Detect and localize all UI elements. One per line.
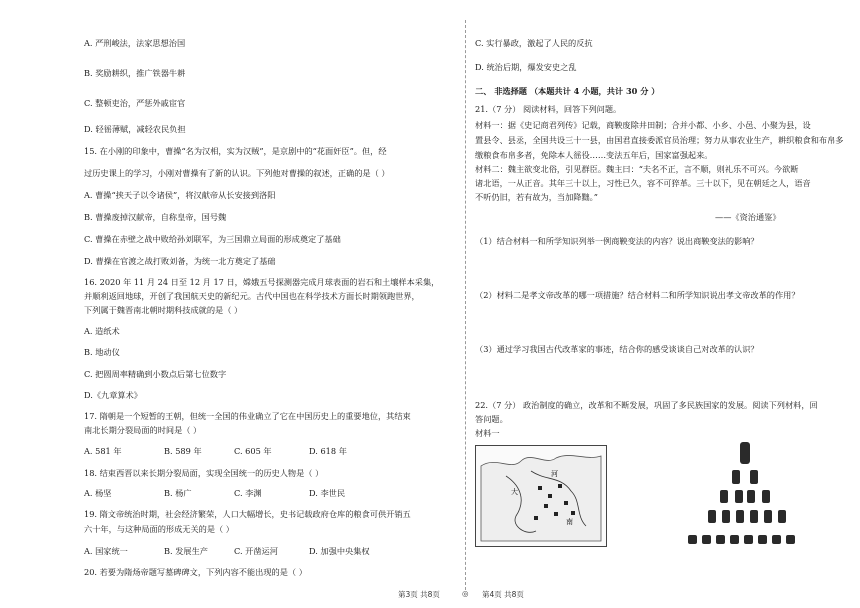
left-text-line: A. 严刑峻法，法家思想治国 (84, 38, 186, 48)
left-text-line: 20. 若要为隋炀帝题写墓碑碑文，下列内容不能出现的是（ ） (84, 567, 307, 577)
page-divider (465, 20, 466, 590)
illustration-area (475, 0, 820, 590)
right-text-line: （1）结合材料一和所学知识列举一例商鞅变法的内容？说出商鞅变法的影响？ (475, 236, 759, 246)
source-citation: ——《资治通鉴》 (715, 212, 781, 222)
left-text-line: D.《九章算术》 (84, 390, 142, 400)
svg-text:南: 南 (566, 518, 573, 526)
right-text-line: C. 实行暴政，激起了人民的反抗 (475, 38, 593, 48)
left-text-line: C. 整顿吏治，严惩外戚宦官 (84, 98, 186, 108)
left-text-line: A. 造纸术 (84, 326, 120, 336)
right-text-line: 二、 非选择题 （本题共计 4 小题，共计 30 分 ） (475, 86, 660, 96)
historical-map (475, 445, 607, 547)
left-text-line: B. 589 年 (164, 446, 202, 456)
right-text-line: 材料二：魏主欲变北俗，引见群臣。魏主曰：“夫名不正，言不顺，则礼乐不可兴。今欲断 (475, 164, 799, 174)
left-text-line: B. 奖励耕织，推广铁器牛耕 (84, 68, 186, 78)
right-text-line: 22.（7 分） 政治制度的确立，改革和不断发展，巩固了多民族国家的发展。阅读下列材料，回 (475, 400, 818, 410)
left-text-line: 16. 2020 年 11 月 24 日至 12 月 17 日，嫦娥五号探测器完成月球表面的岩石和土壤样本采集， (84, 277, 440, 287)
right-text-line: D. 统治后期，爆发安史之乱 (475, 62, 577, 72)
left-text-line: C. 605 年 (234, 446, 272, 456)
right-text-line: 材料一 (475, 428, 500, 438)
right-text-line: （2）材料二是孝文帝改革的哪一项措施？结合材料二和所学知识说出孝文帝改革的作用？ (475, 290, 800, 300)
right-text-line: （3）通过学习我国古代改革家的事迹，结合你的感受谈谈自己对改革的认识？ (475, 344, 759, 354)
left-text-line: D. 曹操在官渡之战打败刘备，为统一北方奠定了基础 (84, 256, 276, 266)
right-text-line: 诸北语，一从正音。其年三十以上，习性已久，容不可猝革。三十以下，见在朝廷之人，语音 (475, 178, 811, 188)
left-text-line: B. 曹操废掉汉献帝，自称皇帝，国号魏 (84, 212, 227, 222)
footer-center-mark: ◎ (462, 589, 469, 598)
left-text-line: D. 618 年 (309, 446, 347, 456)
left-text-line: 17. 隋朝是一个短暂的王朝，但统一全国的伟业确立了它在中国历史上的重要地位，其结束 (84, 411, 411, 421)
left-text-line: A. 国家统一 (84, 546, 128, 556)
footer-left-page: 第3页 共8页 (398, 590, 440, 599)
left-text-line: 18. 结束西晋以来长期分裂局面，实现全国统一的历史人物是（ ） (84, 468, 324, 478)
right-text-line: 不听仍旧，若有故为，当加降黜。” (475, 192, 598, 202)
left-text-line: B. 地动仪 (84, 347, 120, 357)
right-text-line: 材料一：据《史记商君列传》记载，商鞅废除井田制；合并小都、小乡、小邑、小聚为县，设 (475, 120, 811, 130)
left-text-line: 并顺利返回地球，开创了我国航天史的新纪元。古代中国也在科学技术方面长时期领跑世界， (84, 291, 420, 301)
right-text-line: 21.（7 分） 阅读材料，回答下列问题。 (475, 104, 622, 114)
right-text-line: 缴粮食布帛多者，免除本人徭役……变法五年后，国家富强起来。 (475, 150, 713, 160)
map-drawing (476, 446, 606, 546)
left-text-line: D. 李世民 (309, 488, 346, 498)
left-text-line: 15. 在小刚的印象中，曹操“名为汉相，实为汉贼”，是京剧中的“花面奸臣”。但，经 (84, 146, 387, 156)
left-text-line: A. 曹操“挟天子以令诸侯”，将汉献帝从长安接到洛阳 (84, 190, 276, 200)
left-text-line: 过历史课上的学习，小刚对曹操有了新的认识。下列他对曹操的叙述，正确的是（ ） (84, 168, 390, 178)
left-text-line: C. 把圆周率精确到小数点后第七位数字 (84, 369, 227, 379)
left-text-line: 19. 隋文帝统治时期，社会经济繁荣，人口大幅增长，史书记载政府仓库的粮食可供开销五 (84, 509, 411, 519)
left-text-line: 下列属于魏晋南北朝时期科技成就的是（ ） (84, 305, 243, 315)
left-text-line: A. 杨坚 (84, 488, 112, 498)
left-text-line: B. 杨广 (164, 488, 192, 498)
left-text-line: D. 轻徭薄赋，减轻农民负担 (84, 124, 186, 134)
left-text-line: 南北长期分裂局面的时间是（ ） (84, 425, 202, 435)
left-text-line: C. 开凿运河 (234, 546, 278, 556)
svg-text:河: 河 (551, 470, 558, 478)
left-text-line: D. 加强中央集权 (309, 546, 370, 556)
feudal-hierarchy-pyramid (680, 440, 810, 555)
footer-right-page: 第4页 共8页 (482, 590, 524, 599)
right-text-line: 置县令、县丞，全国共设三十一县，由国君直接委派官员治理；努力从事农业生产，耕织粮食和布帛多 (475, 135, 844, 145)
pyramid-figures (680, 440, 810, 555)
left-text-line: B. 发展生产 (164, 546, 208, 556)
left-text-line: 六十年，与这种局面的形成无关的是（ ） (84, 524, 234, 534)
right-text-line: 答问题。 (475, 414, 508, 424)
left-text-line: A. 581 年 (84, 446, 122, 456)
left-text-line: C. 曹操在赤壁之战中败给孙刘联军，为三国鼎立局面的形成奠定了基础 (84, 234, 341, 244)
left-page-column (84, 0, 456, 590)
svg-text:大: 大 (511, 488, 518, 496)
left-text-line: C. 李渊 (234, 488, 262, 498)
